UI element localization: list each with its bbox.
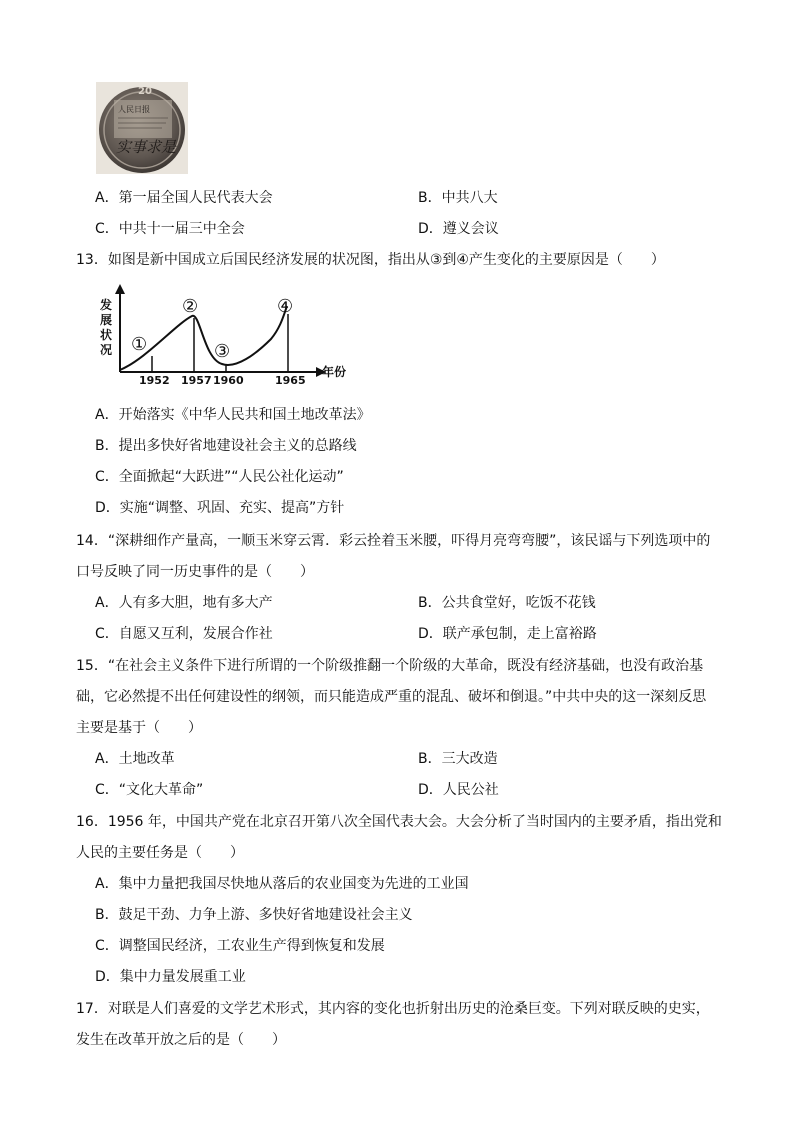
q15-option-b: B．三大改造 <box>418 751 498 767</box>
medal-signature: 实事求是 <box>116 138 177 156</box>
q13-stem: 13．如图是新中国成立后国民经济发展的状况图，指出从③到④产生变化的主要原因是（ ） <box>76 252 665 268</box>
q12-option-c: C．中共十一届三中全会 <box>95 221 245 237</box>
chart-ylabel <box>99 297 112 357</box>
q16-option-a: A．集中力量把我国尽快地从落后的农业国变为先进的工业国 <box>95 876 469 892</box>
medal-photo <box>96 82 188 174</box>
q12-option-b: B．中共八大 <box>418 190 498 206</box>
chart-x-tick-label: 1965 <box>275 374 306 384</box>
chart-point-label: ① <box>131 334 148 355</box>
q15-stem-line3: 主要是基于（ ） <box>76 720 202 736</box>
chart-point-label: ② <box>182 296 199 317</box>
chart-ylabel-char: 况 <box>100 343 113 357</box>
economy-chart <box>96 284 366 384</box>
chart-point-label: ④ <box>277 296 294 317</box>
y-axis-arrow <box>115 284 125 294</box>
q15-stem-line1: 15．“在社会主义条件下进行所谓的一个阶级推翻一个阶级的大革命，既没有经济基础，也没有政治基 <box>76 658 704 674</box>
q12-option-d: D．遵义会议 <box>418 221 499 237</box>
q17-stem-line1: 17．对联是人们喜爱的文学艺术形式，其内容的变化也折射出历史的沧桑巨变。下列对联反映的史实， <box>76 1001 710 1017</box>
q14-option-a: A．人有多大胆，地有多大产 <box>95 595 273 611</box>
q14-stem-line2: 口号反映了同一历史事件的是（ ） <box>76 564 314 580</box>
q13-option-b: B．提出多快好省地建设社会主义的总路线 <box>95 438 357 454</box>
q15-stem-line2: 础，它必然提不出任何建设性的纲领，而只能造成严重的混乱、破坏和倒退。”中共中央的这一深刻反思 <box>76 689 707 705</box>
chart-x-tick-label: 1957 <box>181 374 212 384</box>
q12-option-a: A．第一届全国人民代表大会 <box>95 190 273 206</box>
chart-ylabel-char: 状 <box>100 328 113 342</box>
q14-option-c: C．自愿又互利，发展合作社 <box>95 626 273 642</box>
q13-option-a: A．开始落实《中华人民共和国土地改革法》 <box>95 407 371 423</box>
q14-stem-line1: 14．“深耕细作产量高，一顺玉米穿云霄．彩云拴着玉米腰，吓得月亮弯弯腰”，该民谣与下列选项中的 <box>76 533 711 549</box>
chart-x-tick-label: 1960 <box>213 374 244 384</box>
chart-ylabel-char: 发 <box>100 298 113 312</box>
chart-xlabel: 年份 <box>322 365 347 379</box>
q14-option-b: B．公共食堂好，吃饭不花钱 <box>418 595 596 611</box>
q16-option-d: D．集中力量发展重工业 <box>95 969 246 985</box>
q16-option-c: C．调整国民经济，工农业生产得到恢复和发展 <box>95 938 385 954</box>
q13-option-c: C．全面掀起“大跃进”“人民公社化运动” <box>95 469 344 485</box>
chart-ylabel-char: 展 <box>100 313 113 327</box>
medal-inscription: 人民日报 <box>118 105 150 114</box>
q15-option-d: D．人民公社 <box>418 782 499 798</box>
q15-option-c: C．“文化大革命” <box>95 782 204 798</box>
q17-stem-line2: 发生在改革开放之后的是（ ） <box>76 1032 286 1048</box>
chart-point-label: ③ <box>214 341 231 362</box>
q13-option-d: D．实施“调整、巩固、充实、提高”方针 <box>95 500 345 516</box>
q15-option-a: A．土地改革 <box>95 751 175 767</box>
q16-stem-line2: 人民的主要任务是（ ） <box>76 845 244 861</box>
chart-x-tick-label: 1952 <box>139 374 170 384</box>
medal-top-text: 20 <box>138 86 152 97</box>
q14-option-d: D．联产承包制，走上富裕路 <box>418 626 597 642</box>
q16-option-b: B．鼓足干劲、力争上游、多快好省地建设社会主义 <box>95 907 413 923</box>
q16-stem-line1: 16．1956 年，中国共产党在北京召开第八次全国代表大会。大会分析了当时国内的主要矛盾，指出党和 <box>76 814 722 830</box>
